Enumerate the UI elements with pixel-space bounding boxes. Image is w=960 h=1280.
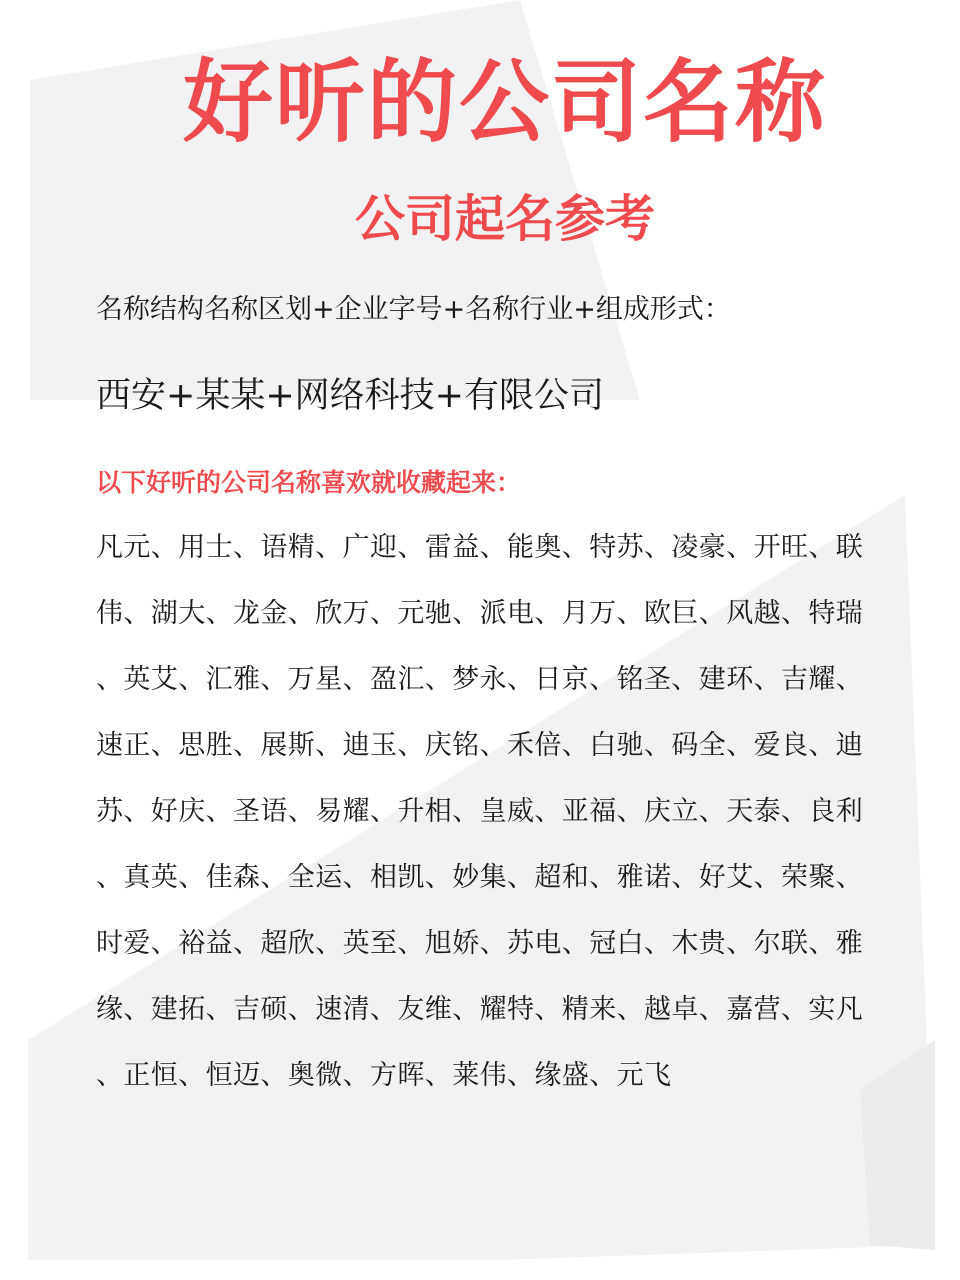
names-line: 时爱、裕益、超欣、英至、旭娇、苏电、冠白、木贵、尔联、雅 bbox=[96, 928, 864, 959]
names-line: 凡元、用士、语精、广迎、雷益、能奥、特苏、凌豪、开旺、联 bbox=[96, 532, 864, 563]
name-example-text: 西安+某某+网络科技+有限公司 bbox=[96, 376, 604, 416]
names-line: 缘、建拓、吉硕、速清、友维、耀特、精来、越卓、嘉营、实凡 bbox=[96, 994, 864, 1025]
names-line: 、真英、佳森、全运、相凯、妙集、超和、雅诺、好艾、荣聚、 bbox=[96, 862, 864, 893]
page-subtitle: 公司起名参考 bbox=[355, 190, 655, 248]
names-line: 伟、湖大、龙金、欣万、元驰、派电、月万、欧巨、风越、特瑞 bbox=[96, 598, 864, 629]
name-structure-text: 名称结构名称区划+企业字号+名称行业+组成形式： bbox=[96, 294, 731, 325]
names-line: 苏、好庆、圣语、易耀、升相、皇威、亚福、庆立、天泰、良利 bbox=[96, 796, 864, 827]
names-line: 、正恒、恒迈、奥微、方晖、莱伟、缘盛、元飞 bbox=[96, 1060, 672, 1091]
list-heading: 以下好听的公司名称喜欢就收藏起来： bbox=[96, 468, 522, 497]
page-title: 好听的公司名称 bbox=[183, 50, 827, 155]
company-names-list bbox=[96, 526, 866, 1120]
names-line: 速正、思胜、展斯、迪玉、庆铭、禾倍、白驰、码全、爱良、迪 bbox=[96, 730, 864, 761]
names-line: 、英艾、汇雅、万星、盈汇、梦永、日京、铭圣、建环、吉耀、 bbox=[96, 664, 864, 695]
